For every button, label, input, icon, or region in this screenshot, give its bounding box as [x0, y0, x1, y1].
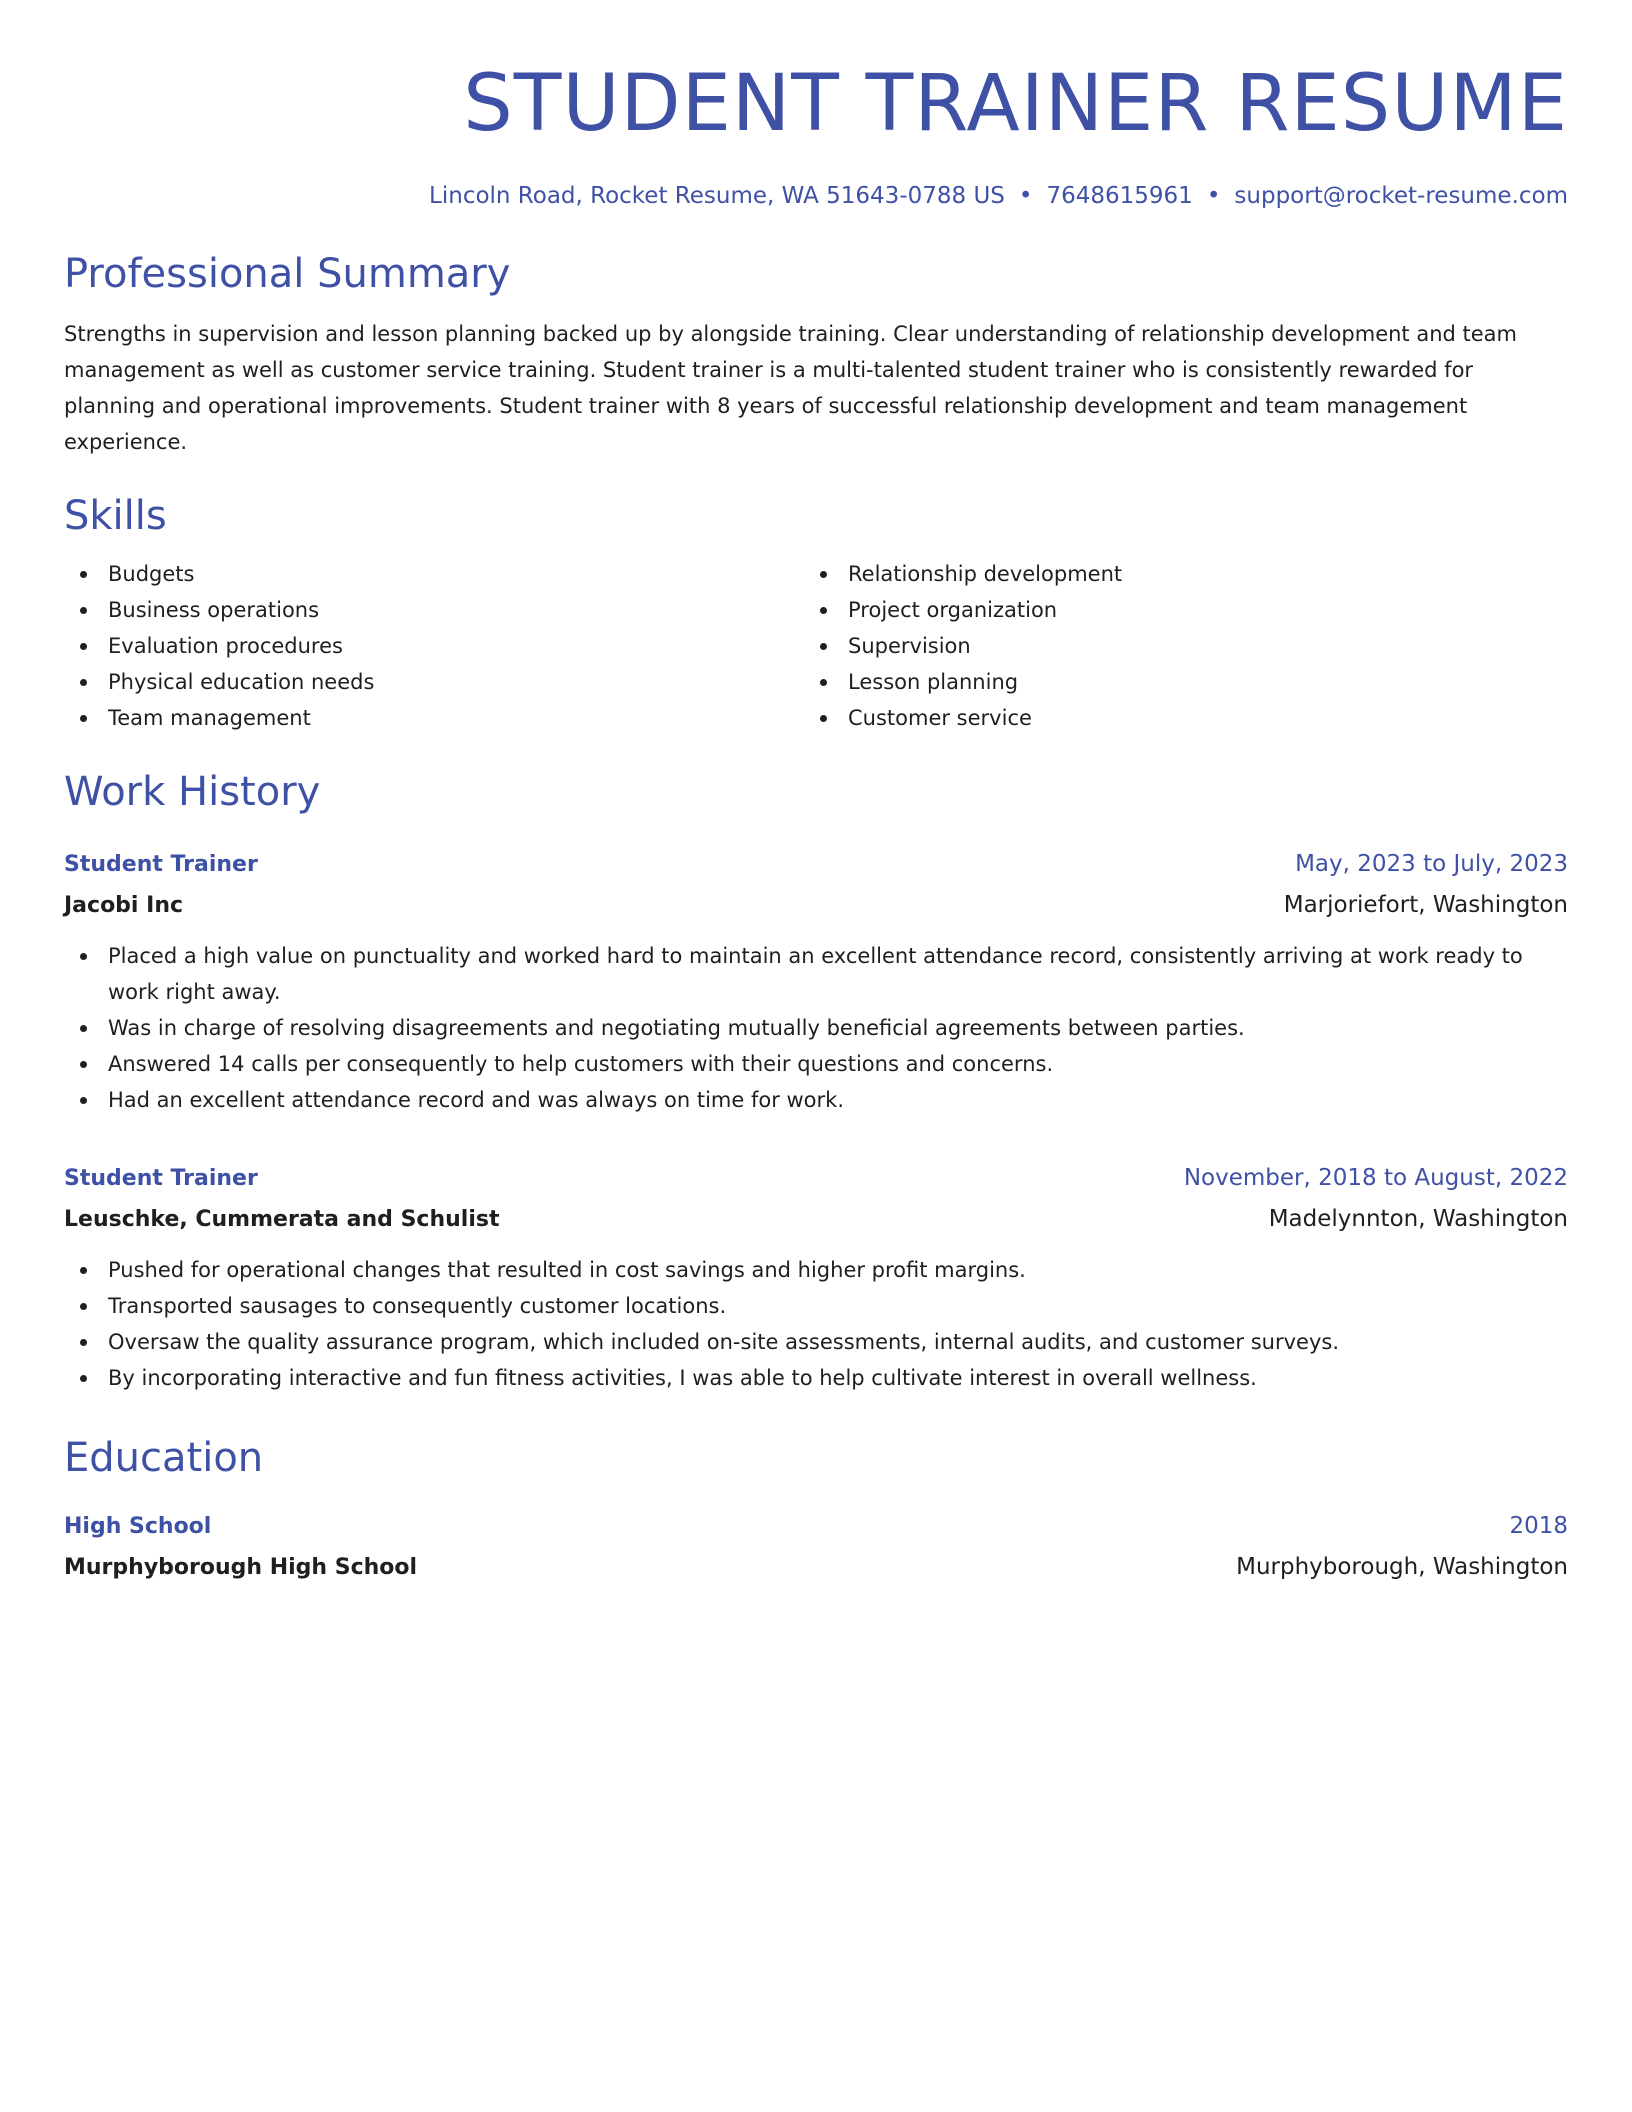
professional-summary-section: [64, 248, 1568, 460]
education-degree-row: [64, 1506, 1568, 1547]
job-company: Leuschke, Cummerata and Schulist: [64, 1207, 500, 1232]
education-section: [64, 1432, 1568, 1588]
skills-list-right: [804, 556, 1544, 736]
job-bullet: Had an excellent attendance record and was always on time for work.: [64, 1082, 1568, 1118]
contact-line: [64, 180, 1568, 212]
contact-phone: 7648615961: [1046, 183, 1193, 209]
skill-item: Relationship development: [804, 556, 1544, 592]
job-dates: May, 2023 to July, 2023: [1295, 851, 1568, 877]
skill-item: Customer service: [804, 700, 1544, 736]
job-title: Student Trainer: [64, 852, 258, 877]
job-company-row: [64, 1199, 1568, 1240]
skills-columns: [64, 556, 1568, 736]
education-school-row: [64, 1547, 1568, 1588]
summary-text: Strengths in supervision and lesson planning backed up by alongside training. Clear understanding of relationship development and team management as well as customer service training. Student trainer is a multi-talented student trainer who is consistently rewarded for planning and operational improvements. Student trainer with 8 years of successful relationship development and team management experience.: [64, 322, 1517, 454]
contact-separator: •: [1018, 183, 1033, 209]
job-company: Jacobi Inc: [64, 893, 184, 918]
skill-item: Evaluation procedures: [64, 628, 804, 664]
section-heading-skills: Skills: [64, 493, 167, 539]
skills-list-left: [64, 556, 804, 736]
contact-address: Lincoln Road, Rocket Resume, WA 51643-0788 US: [429, 183, 1005, 209]
contact-separator: •: [1206, 183, 1221, 209]
job-bullets: [64, 1252, 1568, 1396]
job-location: Marjoriefort, Washington: [1283, 892, 1568, 918]
job-dates: November, 2018 to August, 2022: [1183, 1165, 1568, 1191]
skill-item: Supervision: [804, 628, 1544, 664]
skill-item: Business operations: [64, 592, 804, 628]
section-heading-summary: Professional Summary: [64, 251, 511, 297]
skills-section: [64, 490, 1568, 736]
job-entry: [64, 1158, 1568, 1396]
skill-item: Budgets: [64, 556, 804, 592]
job-title-row: [64, 844, 1568, 885]
job-company-row: [64, 885, 1568, 926]
job-title: Student Trainer: [64, 1166, 258, 1191]
education-school: Murphyborough High School: [64, 1555, 418, 1580]
job-title-row: [64, 1158, 1568, 1199]
education-year: 2018: [1509, 1513, 1568, 1539]
job-bullet: Pushed for operational changes that resulted in cost savings and higher profit margins.: [64, 1252, 1568, 1288]
job-bullet: Answered 14 calls per consequently to help customers with their questions and concerns.: [64, 1046, 1568, 1082]
job-bullet: By incorporating interactive and fun fitness activities, I was able to help cultivate interest in overall wellness.: [64, 1360, 1568, 1396]
job-bullet: Was in charge of resolving disagreements and negotiating mutually beneficial agreements between parties.: [64, 1010, 1568, 1046]
education-degree: High School: [64, 1514, 212, 1539]
work-history-section: [64, 766, 1568, 1396]
contact-email: support@rocket-resume.com: [1234, 183, 1568, 209]
section-heading-work: Work History: [64, 769, 321, 815]
job-bullet: Oversaw the quality assurance program, which included on-site assessments, internal audits, and customer surveys.: [64, 1324, 1568, 1360]
job-bullet: Placed a high value on punctuality and worked hard to maintain an excellent attendance record, consistently arriving at work ready to work right away.: [64, 938, 1568, 1010]
resume-title: STUDENT TRAINER RESUME: [463, 59, 1568, 149]
section-heading-education: Education: [64, 1435, 264, 1481]
job-bullet: Transported sausages to consequently customer locations.: [64, 1288, 1568, 1324]
skill-item: Team management: [64, 700, 804, 736]
skill-item: Physical education needs: [64, 664, 804, 700]
education-entry: [64, 1506, 1568, 1588]
education-location: Murphyborough, Washington: [1236, 1554, 1568, 1580]
job-location: Madelynnton, Washington: [1268, 1206, 1568, 1232]
job-bullets: [64, 938, 1568, 1118]
skill-item: Project organization: [804, 592, 1544, 628]
skill-item: Lesson planning: [804, 664, 1544, 700]
job-entry: [64, 844, 1568, 1118]
